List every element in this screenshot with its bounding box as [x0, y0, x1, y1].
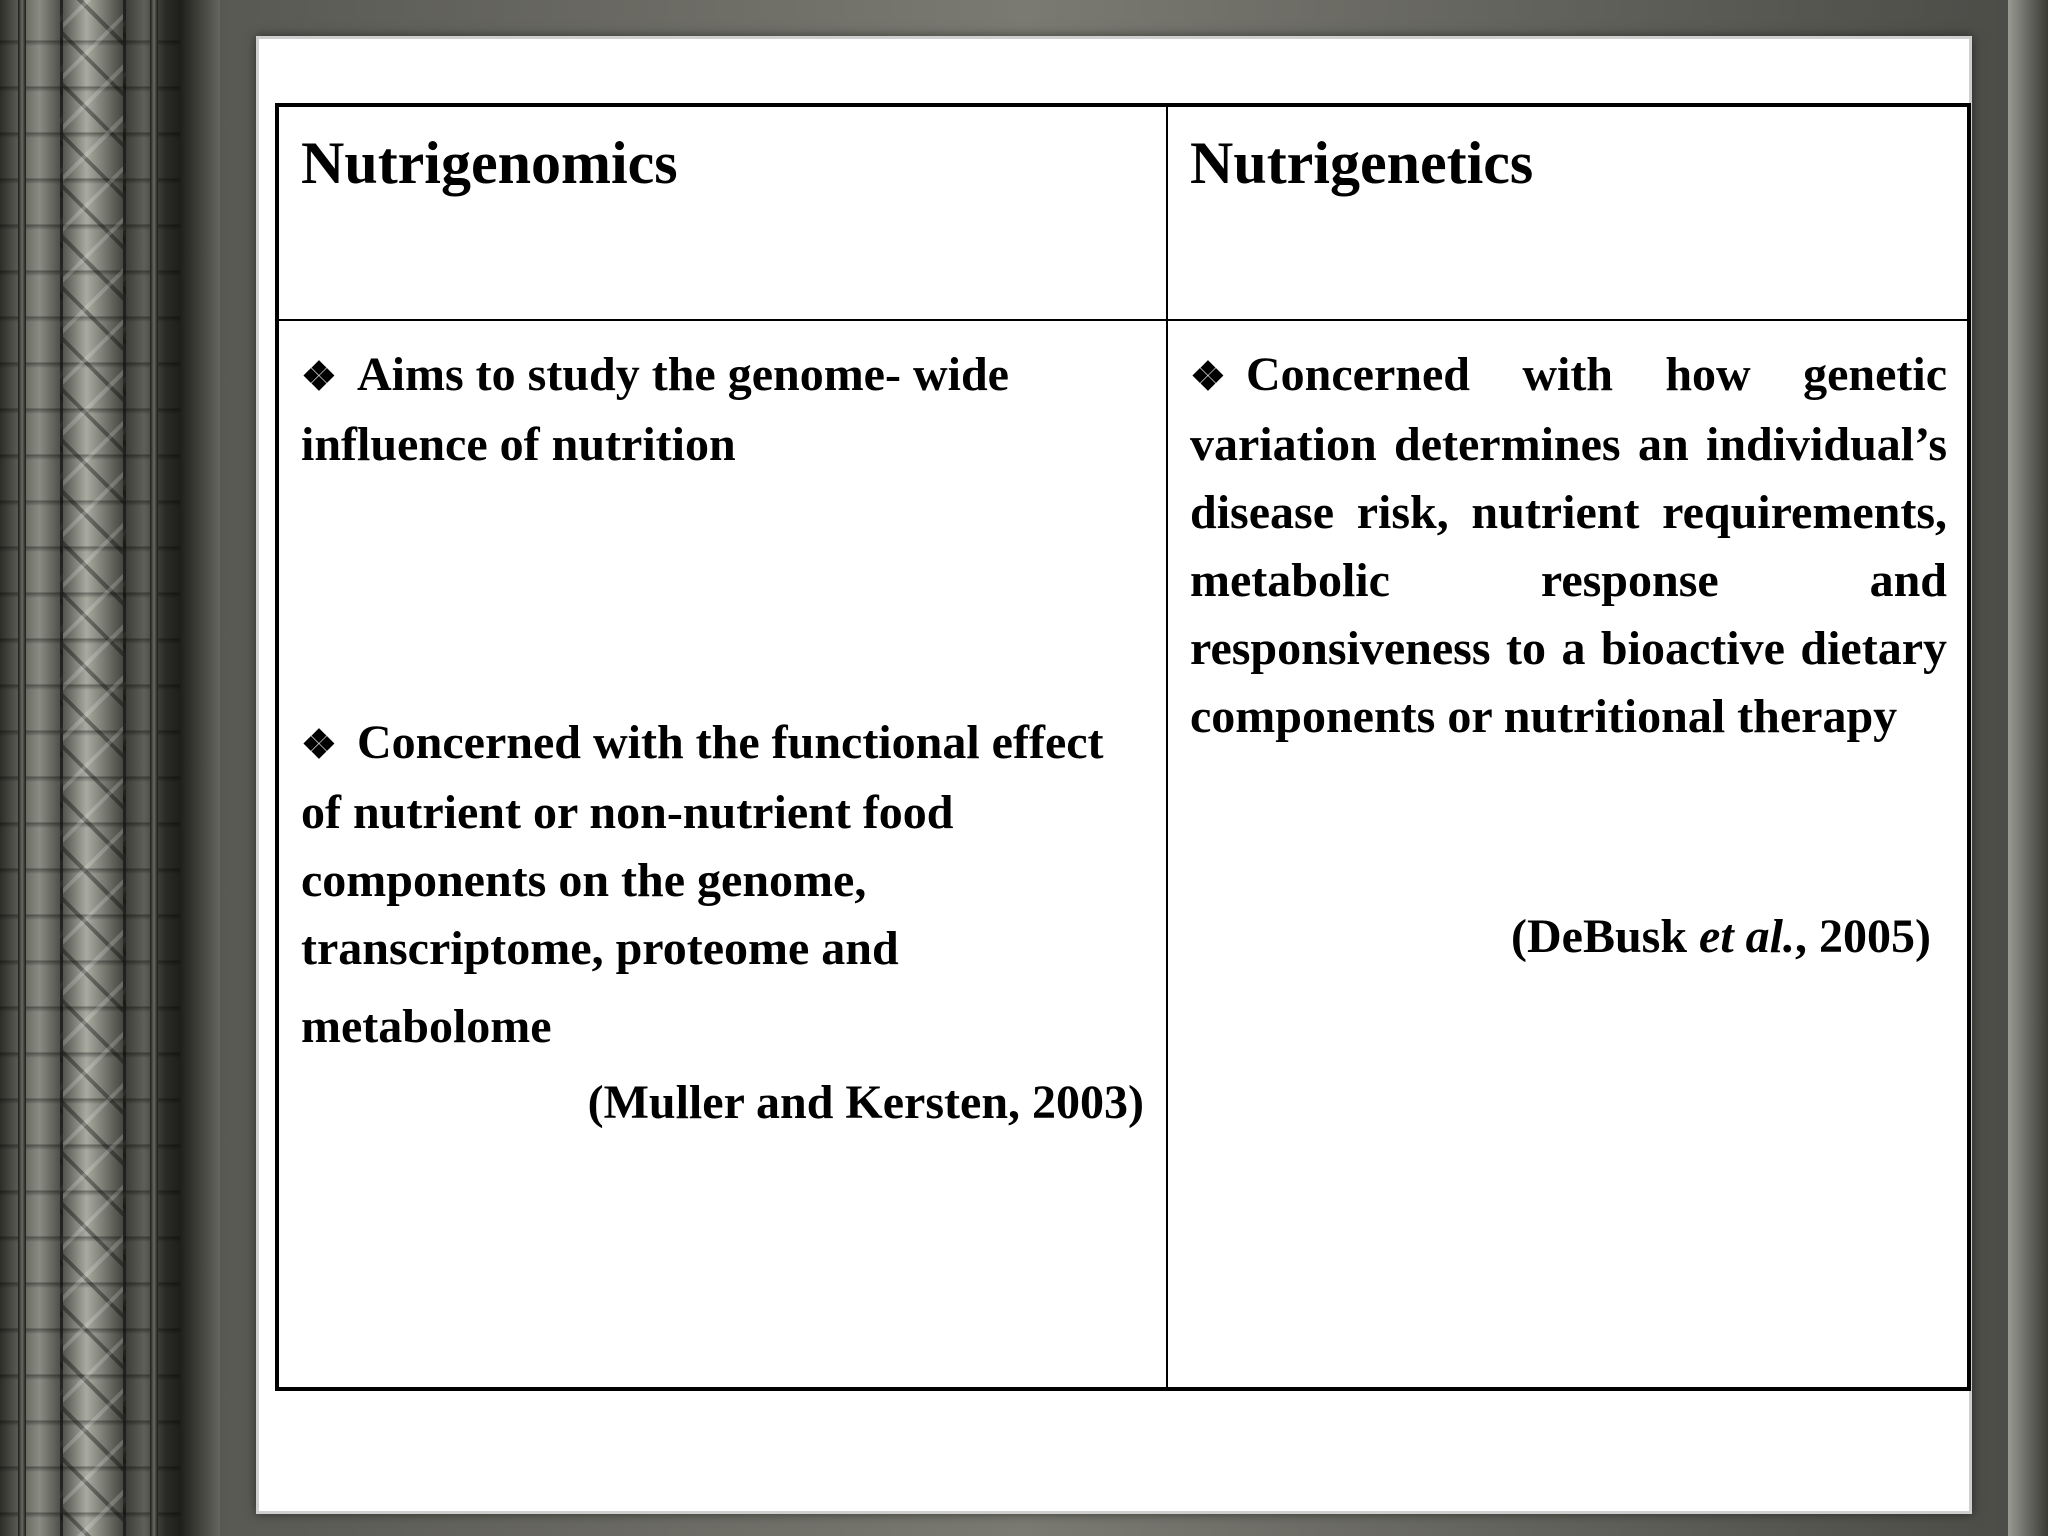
border-groove: [150, 0, 158, 1536]
diamond-flower-bullet-icon: ❖: [301, 354, 337, 399]
right-edge-frame: [2008, 0, 2048, 1536]
decorative-wheat-border: [0, 0, 180, 1536]
content-panel: [256, 36, 1972, 1514]
border-groove: [18, 0, 26, 1536]
diamond-flower-bullet-icon: ❖: [301, 722, 337, 767]
wheat-chevron-pattern: [60, 0, 126, 1536]
list-item: ❖ Aims to study the genome- wide influence of nutrition: [301, 341, 1146, 479]
header-nutrigenomics: Nutrigenomics: [277, 105, 1167, 320]
list-item-continuation: metabolome: [301, 1000, 552, 1053]
nutrigenetics-cell: [1167, 320, 1969, 1389]
comparison-table: [275, 103, 1971, 1391]
border-shadow: [180, 0, 220, 1536]
citation-muller-kersten: (Muller and Kersten, 2003): [587, 1076, 1144, 1129]
diamond-flower-bullet-icon: ❖: [1190, 354, 1226, 399]
table-body-row: [277, 320, 1969, 1389]
nutrigenomics-cell: [277, 320, 1167, 1389]
list-item: ❖ Concerned with the functional effect of nutrient or non-nutrient food components on the genome, transcriptome, proteome and: [301, 709, 1146, 983]
citation-debusk: (DeBusk et al., 2005): [1510, 910, 1931, 963]
header-nutrigenetics: Nutrigenetics: [1167, 105, 1969, 320]
table-header-row: [277, 105, 1969, 320]
list-item: ❖ Concerned with how genetic variation determines an individual’s disease risk, nutrient requirements, metabolic response and responsiveness to a bioactive dietary components or nutritional therapy: [1190, 341, 1947, 751]
